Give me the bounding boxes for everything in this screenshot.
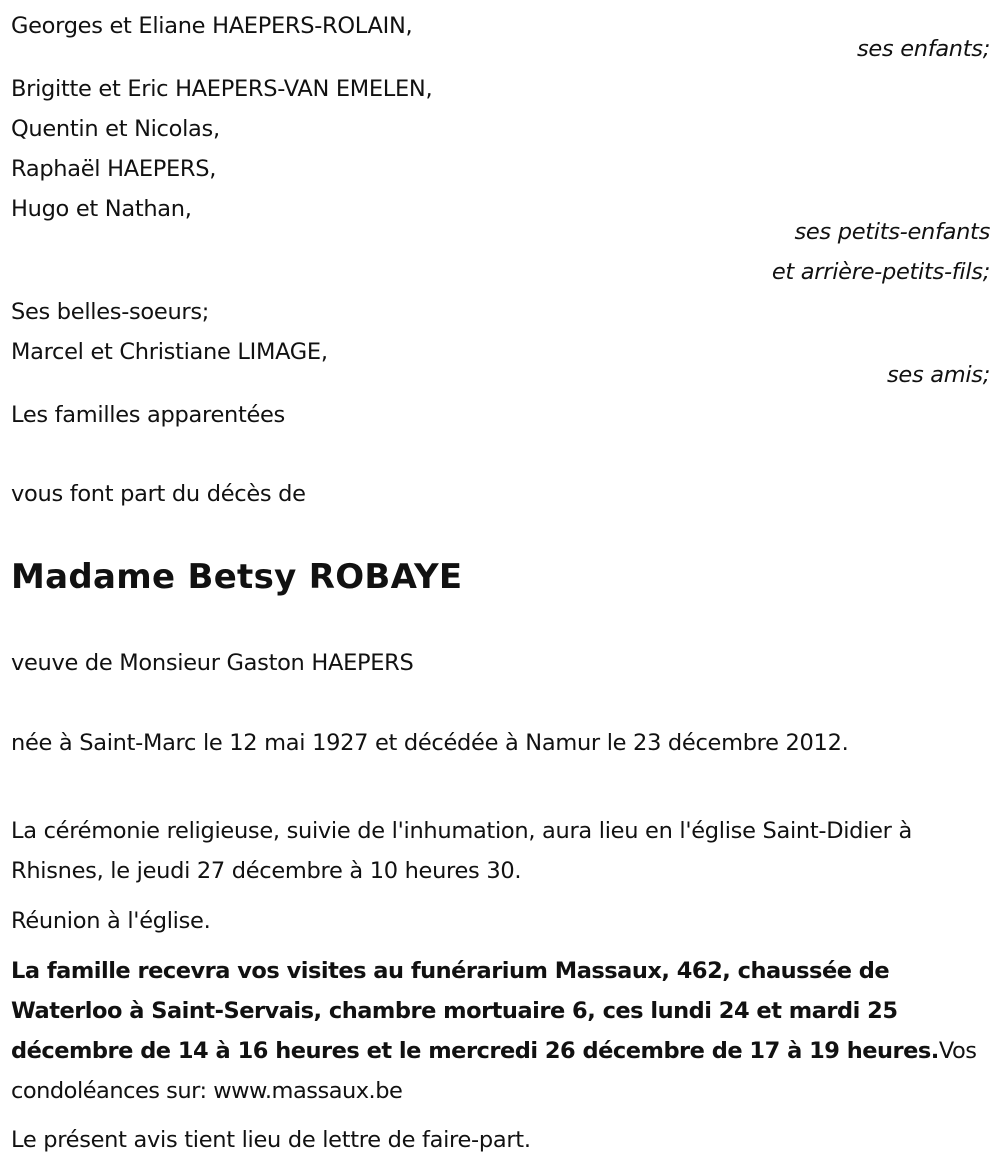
visits-bold: La famille recevra vos visites au funérarium Massaux, 462, chaussée de Waterloo à Saint-Servais, chambre mortuaire 6, ces lundi 24 et mardi 25 décembre de 14 à 16 heures et le mercredi 26 décembre de 17 à 19 heures. <box>11 958 939 1064</box>
grandchild-name: Brigitte et Eric HAEPERS-VAN EMELEN, <box>11 76 433 102</box>
grandchild-name: Quentin et Nicolas, <box>11 116 220 142</box>
friend-name: Ses belles-soeurs; <box>11 299 210 325</box>
visits-info <box>11 951 991 1111</box>
deceased-name: Madame Betsy ROBAYE <box>11 557 463 597</box>
ceremony-info: La cérémonie religieuse, suivie de l'inhumation, aura lieu en l'église Saint-Didier à Rhisnes, le jeudi 27 décembre à 10 heures 30. <box>11 818 912 884</box>
children-name: Georges et Eliane HAEPERS-ROLAIN, <box>11 13 413 39</box>
friends-role: ses amis; <box>887 362 990 388</box>
birth-death-info: née à Saint-Marc le 12 mai 1927 et décédée à Namur le 23 décembre 2012. <box>11 730 849 756</box>
announcement: vous font part du décès de <box>11 481 306 507</box>
children-role: ses enfants; <box>856 36 990 62</box>
grandchild-name: Raphaël HAEPERS, <box>11 156 217 182</box>
friend-name: Marcel et Christiane LIMAGE, <box>11 339 328 365</box>
great-grandchildren-role: et arrière-petits-fils; <box>771 259 990 285</box>
closing-line: Le présent avis tient lieu de lettre de faire-part. <box>11 1127 531 1153</box>
meeting-info: Réunion à l'église. <box>11 908 211 934</box>
grandchildren-role: ses petits-enfants <box>794 219 990 245</box>
grandchild-name: Hugo et Nathan, <box>11 196 192 222</box>
condolences-link[interactable]: Vos condoléances sur: www.massaux.be <box>11 1038 977 1104</box>
widow-of: veuve de Monsieur Gaston HAEPERS <box>11 650 414 676</box>
relatives-line: Les familles apparentées <box>11 402 285 428</box>
